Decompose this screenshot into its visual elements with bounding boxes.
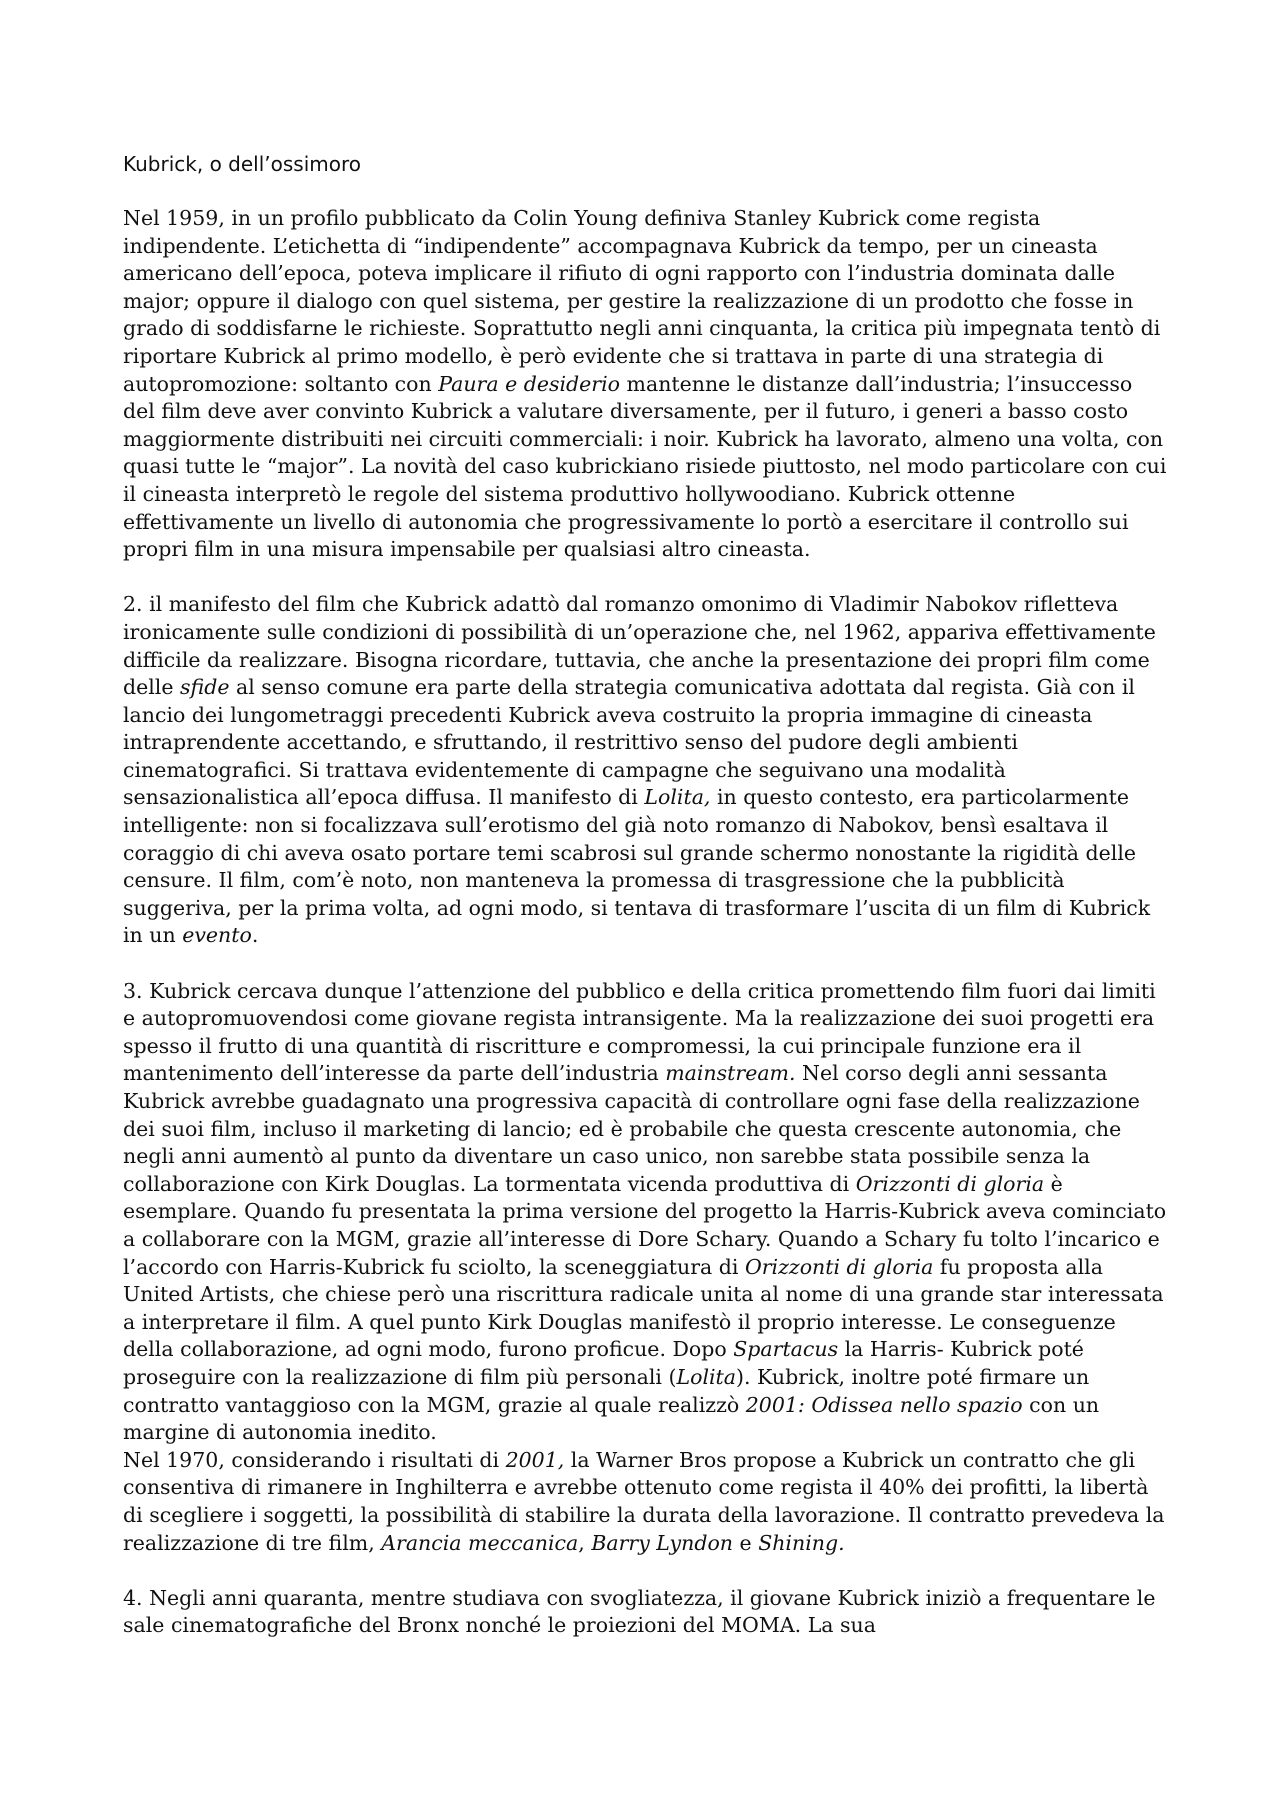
paragraph-text: . [251, 923, 259, 948]
paragraph-text: ). Kubrick, inoltre poté firmare un contratto vantaggioso con la MGM, grazie al quale realizzò [123, 1364, 1090, 1417]
paragraph-text: 2. il manifesto del film che Kubrick adattò dal romanzo omonimo di Vladimir Nabokov rifletteva ironicamente sulle condizioni di possibilità di un’operazione che, nel 1962, appariva effettivamente difficile da realizzare. Bisogna ricordare, tuttavia, che anche la presentazione dei propri film come delle [123, 592, 1156, 700]
italic-text: Orizzonti di gloria [855, 1171, 1045, 1196]
paragraph-text: con un margine di autonomia inedito. [123, 1392, 1100, 1445]
document-title: Kubrick, o dell’ossimoro [123, 152, 361, 176]
paragraph-text: 3. Kubrick cercava dunque l’attenzione del pubblico e della critica promettendo film fuori dai limiti e autopromuovendosi come giovane regista intransigente. Ma la realizzazione dei suoi progetti era spesso il frutto di una quantità di riscritture e compromessi, la cui principale funzione era il mantenimento dell’interesse da parte dell’industria [123, 978, 1156, 1086]
italic-text: Arancia meccanica [381, 1530, 579, 1555]
paragraph-text: Nel corso degli anni sessanta Kubrick avrebbe guadagnato una progressiva capacità di controllare ogni fase della realizzazione dei suoi film, incluso il marketing di lancio; ed è probabile che questa crescente autonomia, che negli anni aumentò al punto da diventare un caso unico, non sarebbe stata possibile senza la collaborazione con Kirk Douglas. La tormentata vicenda produttiva di [123, 1061, 1140, 1196]
paragraph-text: fu proposta alla United Artists, che chiese però una riscrittura radicale unita al nome di una grande star interessata a interpretare il film. A quel punto Kirk Douglas manifestò il proprio interesse. Le conseguenze della collaborazione, ad ogni modo, furono proficue. Dopo [123, 1254, 1164, 1362]
paragraph-list [123, 205, 1168, 1640]
paragraph-text: Nel 1970, considerando i risultati di [123, 1447, 506, 1472]
italic-text: Shining. [758, 1530, 845, 1555]
italic-text: 2001, [505, 1447, 565, 1472]
italic-text: mainstream. [665, 1061, 796, 1086]
paragraph-text: la Warner Bros propose a Kubrick un contratto che gli consentiva di rimanere in Inghilterra e avrebbe ottenuto come regista il 40% dei profitti, la libertà di scegliere i soggetti, la possibilità di stabilire la durata della lavorazione. Il contratto prevedeva la realizzazione di tre film, [123, 1447, 1165, 1555]
document-body [123, 150, 1168, 1667]
paragraph-text: in questo contesto, era particolarmente intelligente: non si focalizzava sull’erotismo del già noto romanzo di Nabokov, bensì esaltava il coraggio di chi aveva osato portare temi scabrosi sul grande schermo nonostante la rigidità delle censure. Il film, com’è noto, non manteneva la promessa di trasgressione che la pubblicità suggeriva, per la prima volta, ad ogni modo, si tentava di trasformare l’uscita di un film di Kubrick in un [123, 785, 1151, 948]
italic-text: 2001: Odissea nello spazio [745, 1392, 1023, 1417]
italic-text: evento [182, 923, 252, 948]
paragraph-text: la Harris- Kubrick poté proseguire con la realizzazione di film più personali ( [123, 1337, 1084, 1389]
paragraph-text: è esemplare. Quando fu presentata la prima versione del progetto la Harris-Kubrick aveva cominciato a collaborare con la MGM, grazie all’interesse di Dore Schary. Quando a Schary fu tolto l’incarico e l’accordo con Harris-Kubrick fu sciolto, la sceneggiatura di [123, 1171, 1167, 1279]
italic-text: Barry Lyndon [591, 1530, 734, 1555]
paragraph-p1 [123, 205, 1168, 564]
paragraph-text: Nel 1959, in un profilo pubblicato da Colin Young definiva Stanley Kubrick come regista indipendente. L’etichetta di “indipendente” accompagnava Kubrick da tempo, per un cineasta americano dell’epoca, poteva implicare il rifiuto di ogni rapporto con l’industria dominata dalle major; oppure il dialogo con quel sistema, per gestire la realizzazione di un prodotto che fosse in grado di soddisfarne le richieste. Soprattutto negli anni cinquanta, la critica più impegnata tentò di riportare Kubrick al primo modello, è però evidente che si trattava in parte di una strategia di autopromozione: soltanto con [123, 206, 1161, 396]
italic-text: Paura e desiderio [438, 371, 621, 396]
italic-text: Lolita, [644, 785, 711, 810]
italic-text: Lolita [676, 1364, 737, 1389]
italic-text: Spartacus [733, 1337, 839, 1362]
paragraph-text: , [578, 1530, 592, 1555]
italic-text: Orizzonti di gloria [744, 1254, 934, 1279]
paragraph-text: mantenne le distanze dall’industria; l’insuccesso del film deve aver convinto Kubrick a valutare diversamente, per il futuro, i generi a basso costo maggiormente distribuiti nei circuiti commerciali: i noir. Kubrick ha lavorato, almeno una volta, con quasi tutte le “major”. La novità del caso kubrickiano risiede piuttosto, nel modo particolare con cui il cineasta interpretò le regole del sistema produttivo hollywoodiano. Kubrick ottenne effettivamente un livello di autonomia che progressivamente lo portò a esercitare il controllo sui propri film in una misura impensabile per qualsiasi altro cineasta. [123, 371, 1167, 562]
paragraph-text: al senso comune era parte della strategia comunicativa adottata dal regista. Già con il lancio dei lungometraggi precedenti Kubrick aveva costruito la propria immagine di cineasta intraprendente accettando, e sfruttando, il restrittivo senso del pudore degli ambienti cinematografici. Si trattava evidentemente di campagne che seguivano una modalità sensazionalistica all’epoca diffusa. Il manifesto di [123, 675, 1135, 810]
paragraph-p2 [123, 591, 1168, 950]
paragraph-p4 [123, 1585, 1168, 1640]
paragraph-text: 4. Negli anni quaranta, mentre studiava con svogliatezza, il giovane Kubrick iniziò a frequentare le sale cinematografiche del Bronx nonché le proiezioni del MOMA. La sua [123, 1585, 1156, 1638]
paragraph-p3b [123, 1447, 1168, 1557]
paragraph-p3 [123, 978, 1168, 1447]
paragraph-text: e [733, 1530, 759, 1555]
italic-text: sfide [180, 675, 230, 700]
